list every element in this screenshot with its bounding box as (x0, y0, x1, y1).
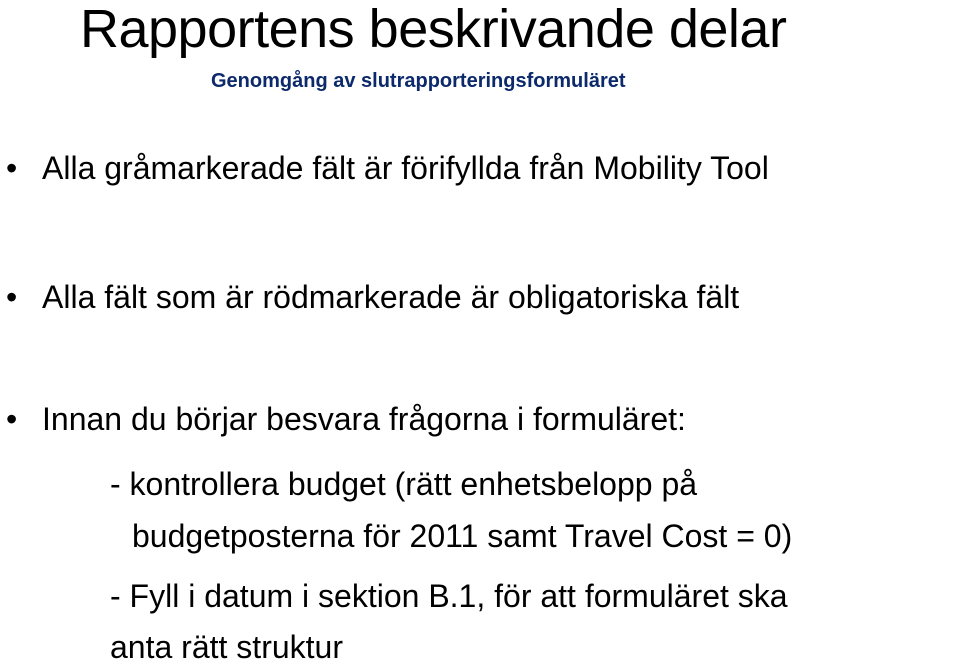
slide-subtitle: Genomgång av slutrapporteringsformuläret (211, 70, 626, 92)
sub-item-line: anta rätt struktur (110, 629, 343, 665)
bullet-text: Alla gråmarkerade fält är förifyllda från Mobility Tool (42, 150, 769, 186)
bullet-dot-icon: • (6, 279, 18, 315)
bullet-dot-icon: • (6, 401, 18, 437)
sub-item-line: - Fyll i datum i sektion B.1, för att formuläret ska (110, 578, 788, 614)
bullet-text: Alla fält som är rödmarkerade är obligatoriska fält (42, 279, 740, 315)
sub-item-line: budgetposterna för 2011 samt Travel Cost = 0) (132, 518, 793, 554)
bullet-text: Innan du börjar besvara frågorna i formuläret: (42, 401, 686, 437)
slide-title: Rapportens beskrivande delar (80, 0, 787, 59)
bullet-dot-icon: • (6, 150, 18, 186)
sub-item-line: - kontrollera budget (rätt enhetsbelopp på (110, 466, 698, 502)
